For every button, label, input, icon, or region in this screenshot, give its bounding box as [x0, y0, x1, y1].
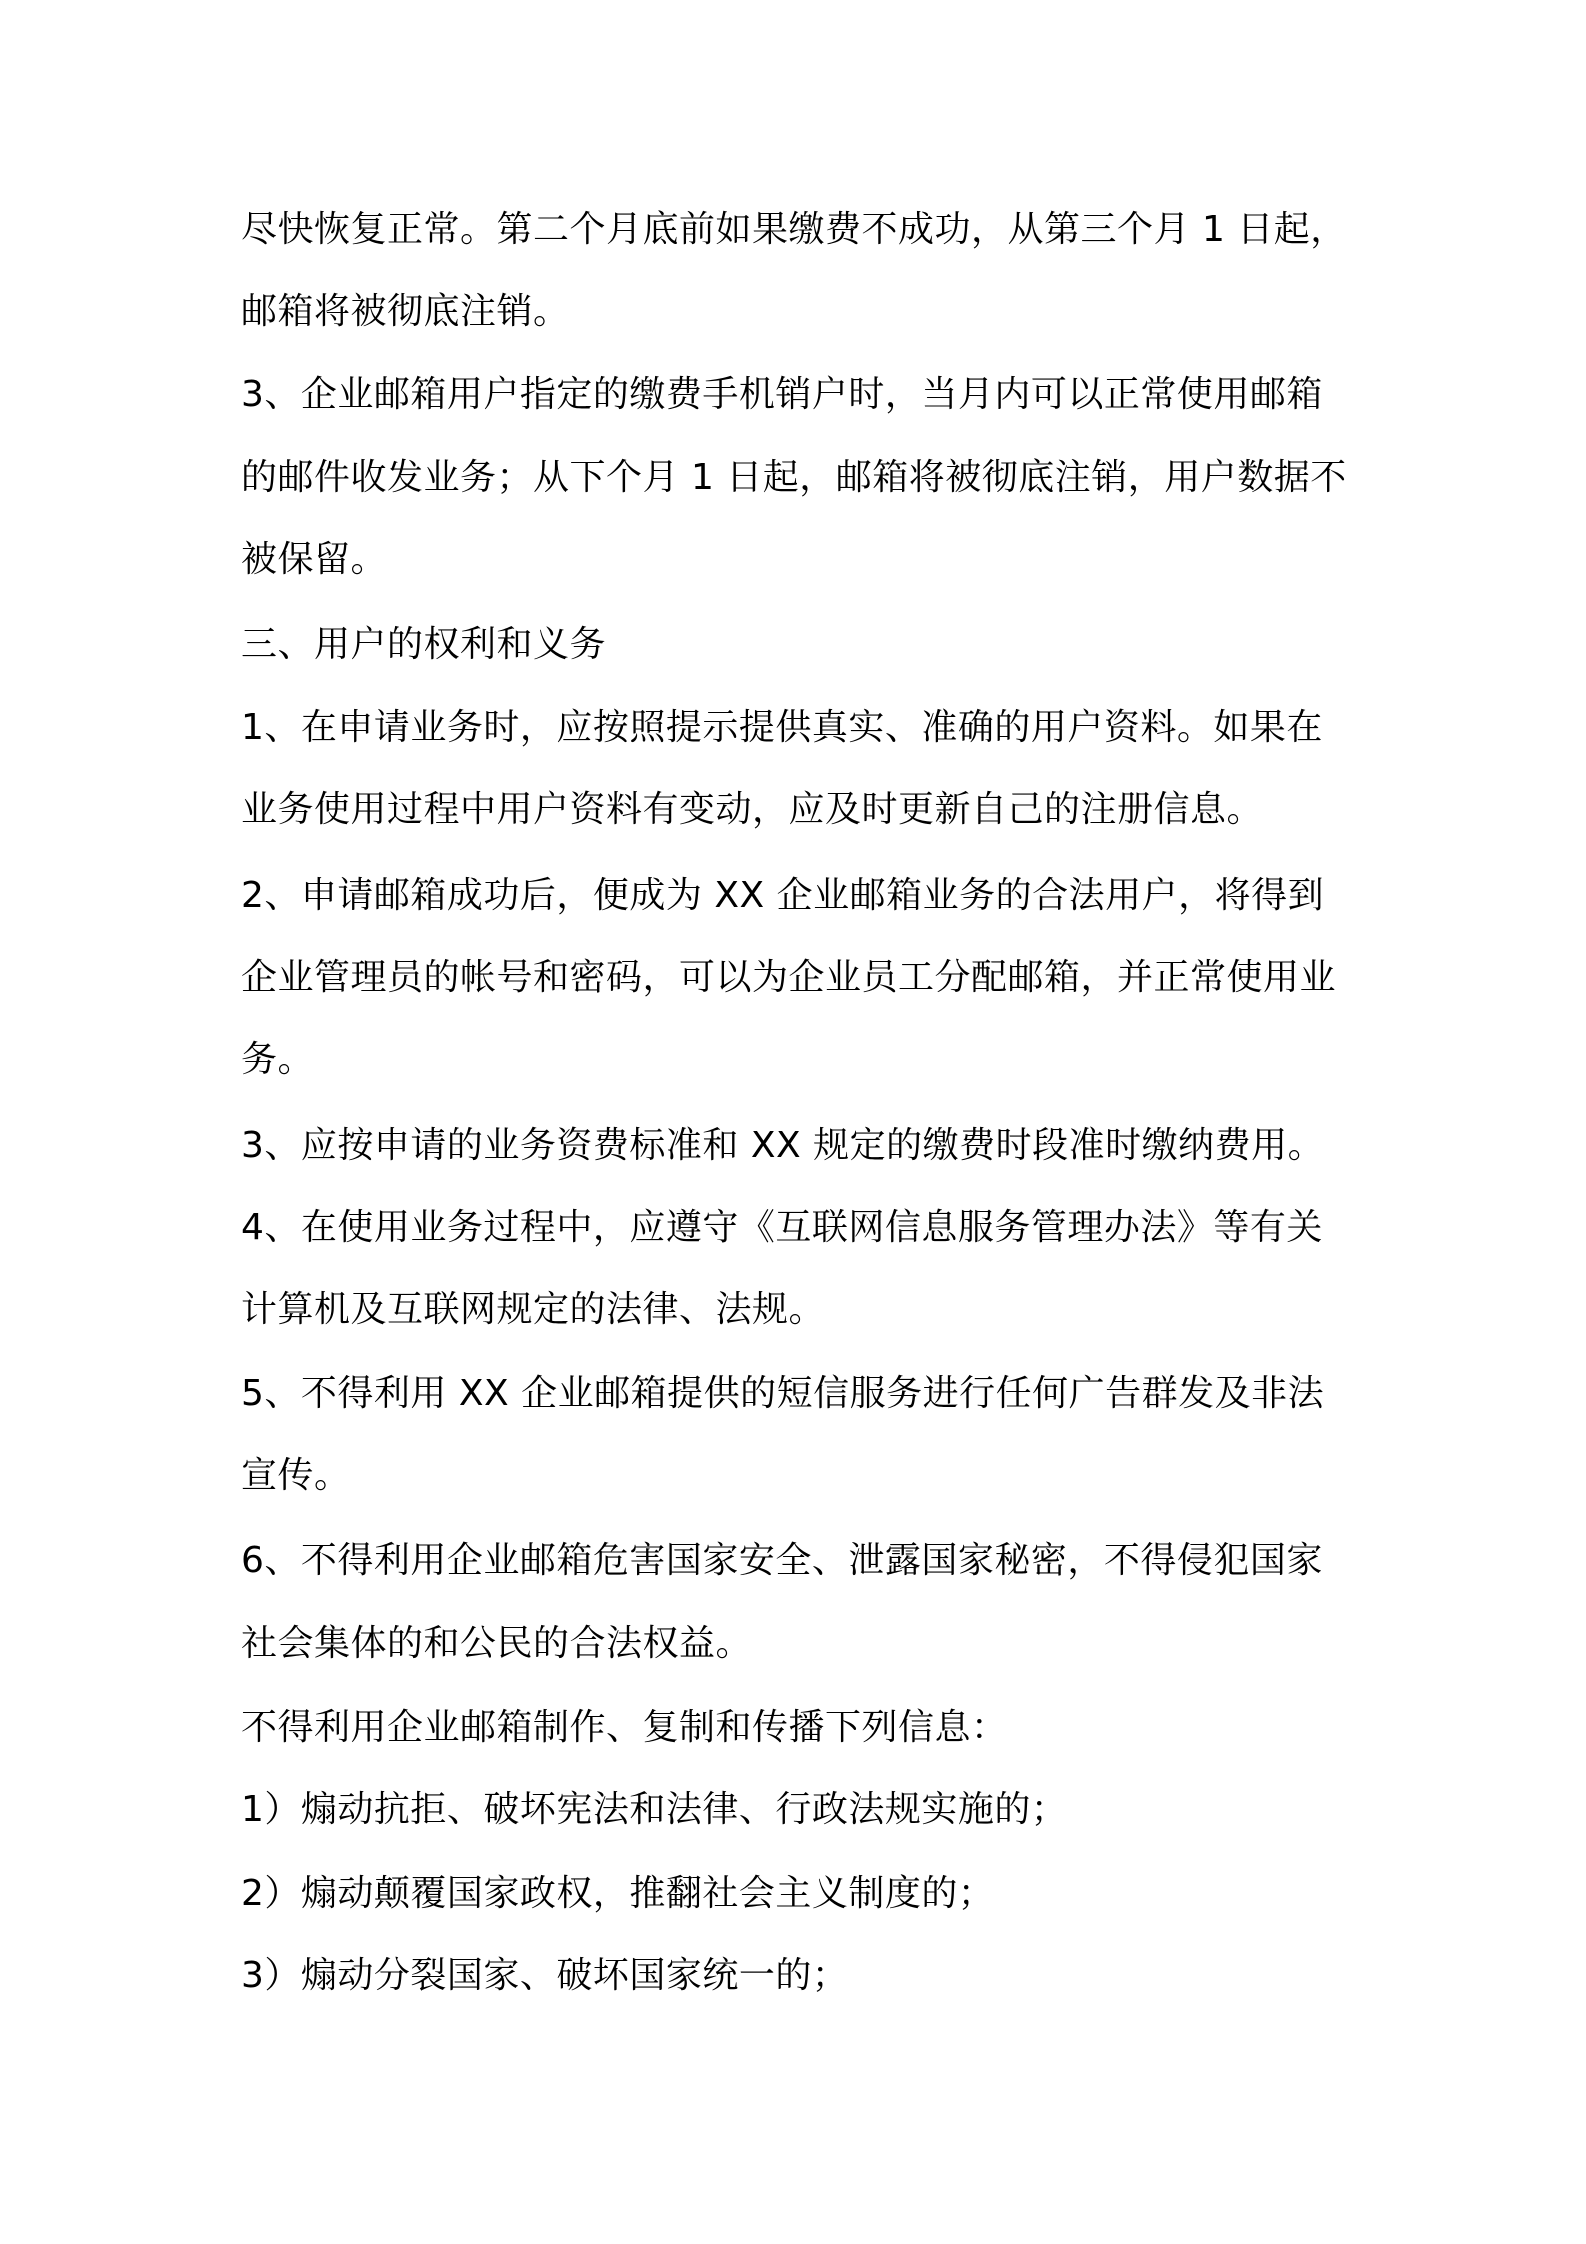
- text-line: 5、不得利用 XX 企业邮箱提供的短信服务进行任何广告群发及非法: [241, 1373, 1325, 1414]
- text-line: 6、不得利用企业邮箱危害国家安全、泄露国家秘密，不得侵犯国家: [241, 1540, 1323, 1581]
- text-line: 不得利用企业邮箱制作、复制和传播下列信息：: [241, 1707, 1008, 1748]
- text-line: 企业管理员的帐号和密码，可以为企业员工分配邮箱，并正常使用业: [241, 957, 1337, 998]
- text-line: 邮箱将被彻底注销。: [241, 291, 570, 332]
- text-line: 社会集体的和公民的合法权益。: [241, 1623, 753, 1664]
- text-line: 被保留。: [241, 539, 388, 580]
- text-line: 业务使用过程中用户资料有变动，应及时更新自己的注册信息。: [241, 789, 1264, 830]
- text-line: 4、在使用业务过程中，应遵守《互联网信息服务管理办法》等有关: [241, 1207, 1323, 1248]
- list-item: 3）煽动分裂国家、破坏国家统一的；: [241, 1955, 849, 1996]
- list-item: 1）煽动抗拒、破坏宪法和法律、行政法规实施的；: [241, 1789, 1068, 1830]
- list-item: 2）煽动颠覆国家政权，推翻社会主义制度的；: [241, 1873, 995, 1914]
- text-line: 务。: [241, 1039, 315, 1080]
- text-line: 1、在申请业务时，应按照提示提供真实、准确的用户资料。如果在: [241, 707, 1323, 748]
- text-line: 计算机及互联网规定的法律、法规。: [241, 1289, 826, 1330]
- text-line: 宣传。: [241, 1455, 351, 1496]
- text-line: 3、企业邮箱用户指定的缴费手机销户时，当月内可以正常使用邮箱: [241, 374, 1323, 415]
- text-line: 的邮件收发业务；从下个月 1 日起，邮箱将被彻底注销，用户数据不: [241, 457, 1347, 498]
- section-heading: 三、用户的权利和义务: [241, 624, 607, 665]
- text-line: 尽快恢复正常。第二个月底前如果缴费不成功，从第三个月 1 日起，: [241, 209, 1347, 250]
- text-line: 2、申请邮箱成功后，便成为 XX 企业邮箱业务的合法用户，将得到: [241, 875, 1325, 916]
- text-line: 3、应按申请的业务资费标准和 XX 规定的缴费时段准时缴纳费用。: [241, 1125, 1325, 1166]
